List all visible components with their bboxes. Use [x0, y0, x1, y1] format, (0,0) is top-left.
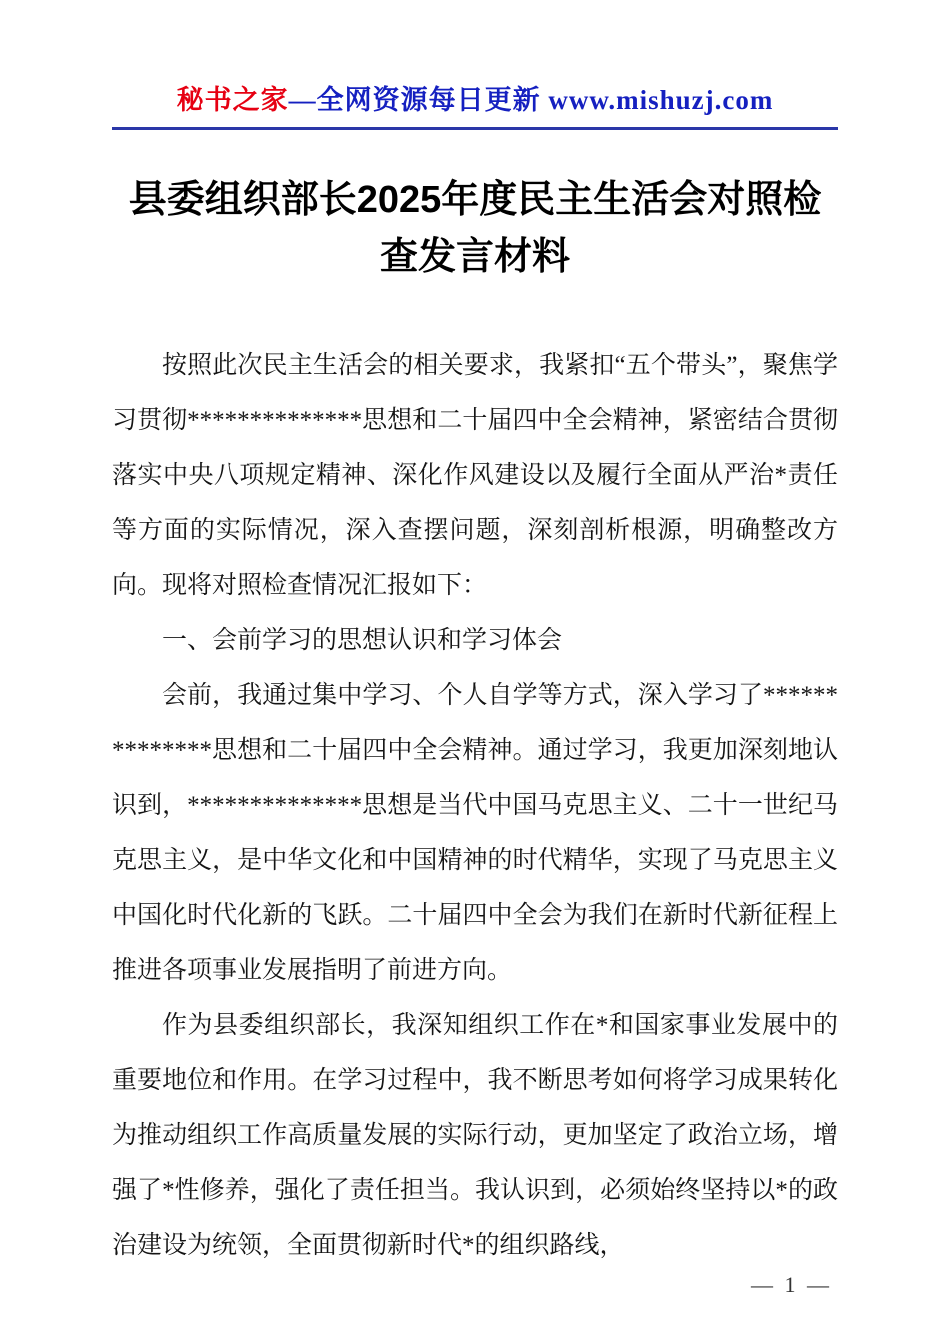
site-tagline: —全网资源每日更新	[288, 85, 549, 115]
site-header	[112, 78, 838, 130]
document-title: 县委组织部长2025年度民主生活会对照检查发言材料	[128, 179, 822, 278]
site-brand: 秘书之家	[176, 85, 289, 115]
paragraph-role: 作为县委组织部长，我深知组织工作在*和国家事业发展中的重要地位和作用。在学习过程中，我不断思考如何将学习成果转化为推动组织工作高质量发展的实际行动，更加坚定了政治立场，增强了*性修养，强化了责任担当。我认识到，必须始终坚持以*的政治建设为统领，全面贯彻新时代*的组织路线，	[112, 1012, 838, 1259]
paragraph-intro: 按照此次民主生活会的相关要求，我紧扣“五个带头”，聚焦学习贯彻**************思想和二十届四中全会精神，紧密结合贯彻落实中央八项规定精神、深化作风建设以及履行全面从严治*责任等方面的实际情况，深入查摆问题，深刻剖析根源，明确整改方向。现将对照检查情况汇报如下：	[112, 352, 838, 599]
section-heading: 一、会前学习的思想认识和学习体会	[162, 627, 563, 654]
site-url-link[interactable]: www.mishuzj.com	[548, 85, 774, 115]
document-body	[112, 338, 838, 1273]
page-number: — 1 —	[751, 1272, 832, 1297]
paragraph-study: 会前，我通过集中学习、个人自学等方式，深入学习了**************思想和二十届四中全会精神。通过学习，我更加深刻地认识到，**************思想是当代中国马克思主义、二十一世纪马克思主义，是中华文化和中国精神的时代精华，实现了马克思主义中国化时代化新的飞跃。二十届四中全会为我们在新时代新征程上推进各项事业发展指明了前进方向。	[112, 682, 838, 984]
